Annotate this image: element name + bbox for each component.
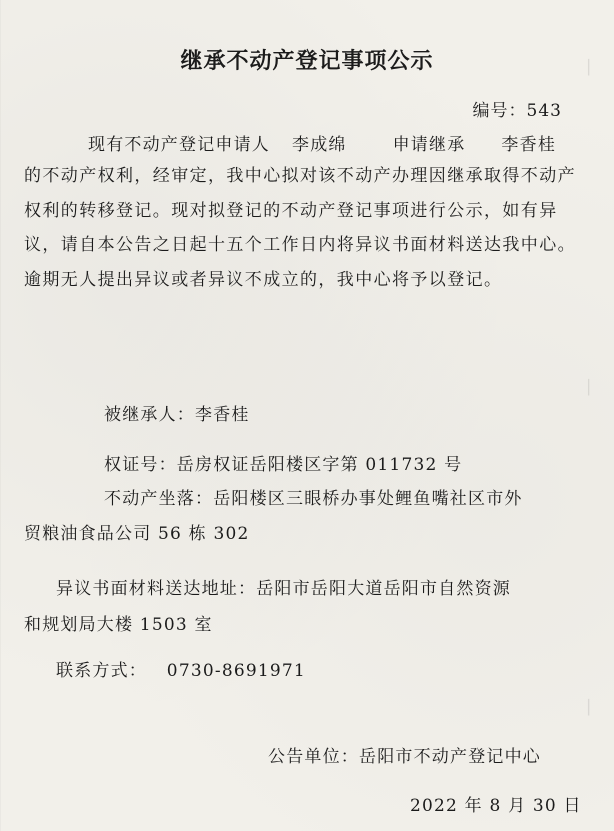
action-text: 申请继承 bbox=[392, 135, 466, 155]
location-block-cont bbox=[24, 516, 250, 552]
applicant-name: 李成绵 bbox=[292, 135, 347, 155]
applicant-line bbox=[88, 130, 556, 155]
certificate-line: 权证号：岳房权证岳阳楼区字第 011732 号 bbox=[104, 455, 463, 475]
objection-block-cont bbox=[24, 607, 213, 643]
location-line-2: 贸粮油食品公司 56 栋 302 bbox=[24, 524, 250, 544]
bleed-through-mark: ▏ bbox=[588, 700, 599, 716]
objection-block bbox=[56, 571, 511, 607]
issuer-line: 公告单位：岳阳市不动产登记中心 bbox=[268, 747, 541, 767]
decedent-name-inline: 李香桂 bbox=[501, 135, 557, 155]
applicant-prefix: 现有不动产登记申请人 bbox=[88, 135, 270, 155]
document-title: 继承不动产登记事项公示 bbox=[180, 49, 434, 74]
bleed-through-mark: ▏ bbox=[588, 60, 599, 76]
location-line-1: 不动产坐落：岳阳楼区三眼桥办事处鲤鱼嘴社区市外 bbox=[104, 489, 523, 509]
contact-line: 联系方式： 0730-8691971 bbox=[56, 661, 306, 681]
objection-line-2: 和规划局大楼 1503 室 bbox=[24, 615, 213, 635]
location-block bbox=[104, 481, 523, 517]
decedent-line: 被继承人：李香桂 bbox=[104, 405, 250, 425]
body-paragraph: 的不动产权利，经审定，我中心拟对该不动产办理因继承取得不动产权利的转移登记。现对拟登记的不动产登记事项进行公示，如有异议，请自本公告之日起十五个工作日内将异议书面材料送达我中心。逾期无人提出异议或者异议不成立的，我中心将予以登记。 bbox=[24, 166, 576, 290]
bleed-through-mark: ▏ bbox=[588, 380, 599, 396]
objection-line-1: 异议书面材料送达地址：岳阳市岳阳大道岳阳市自然资源 bbox=[56, 579, 511, 599]
date-line: 2022 年 8 月 30 日 bbox=[410, 796, 582, 816]
serial-number: 编号：543 bbox=[472, 101, 562, 121]
